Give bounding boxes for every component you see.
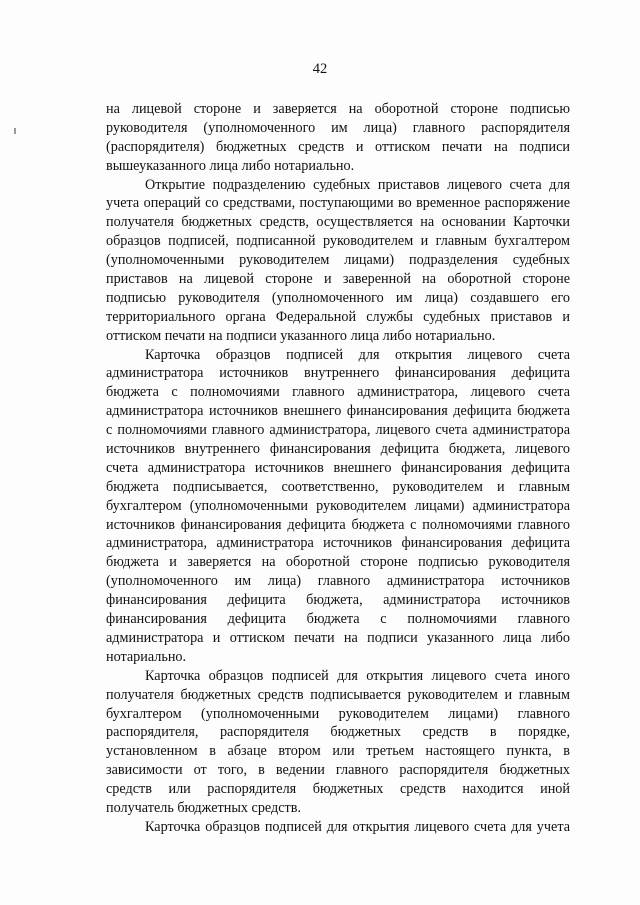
- text-line: Карточка образцов подписей для открытия лицевого счета иного: [145, 667, 570, 684]
- text-line: Карточка образцов подписей для открытия лицевого счета: [145, 346, 570, 363]
- paragraph: [106, 346, 570, 667]
- text-line: учета операций со средствами, поступающими во временное распоряжение: [106, 195, 570, 212]
- text-line: приставов на лицевой стороне и заверенной на оборотной стороне: [106, 271, 570, 288]
- text-line: получатель бюджетных средств.: [106, 799, 301, 816]
- text-line: зависимости от того, в ведении главного распорядителя бюджетных: [106, 762, 570, 779]
- scan-mark: [14, 128, 16, 134]
- text-line: администратора, администратора источников финансирования дефицита: [106, 535, 570, 552]
- text-line: руководителя (уполномоченного им лица) главного распорядителя: [106, 119, 570, 136]
- text-line: администратора источников внешнего финансирования дефицита бюджета: [106, 403, 570, 420]
- paragraph: [106, 667, 570, 818]
- text-line: Открытие подразделению судебных приставов лицевого счета для: [145, 176, 570, 193]
- paragraph: [106, 176, 570, 346]
- text-line: вышеуказанного лица либо нотариально.: [106, 157, 355, 174]
- text-line: на лицевой стороне и заверяется на оборотной стороне подписью: [106, 101, 570, 117]
- text-line: финансирования дефицита бюджета, администратора источников: [106, 592, 570, 609]
- text-line: бухгалтером (уполномоченными руководителем лицами) главного: [106, 705, 570, 722]
- body-text: [106, 100, 570, 837]
- text-line: администратора источников внутреннего финансирования дефицита: [106, 365, 570, 382]
- text-line: бюджета подписывается, соответственно, руководителем и главным: [106, 478, 570, 495]
- text-line: образцов подписей, подписанной руководителем и главным бухгалтером: [106, 233, 570, 250]
- text-line: бюджета с полномочиями главного администратора, лицевого счета: [106, 384, 570, 401]
- text-line: источников финансирования дефицита бюджета с полномочиями главного: [106, 516, 570, 533]
- text-line: оттиском печати на подписи указанного лица либо нотариально.: [106, 327, 496, 344]
- text-line: (распорядителя) бюджетных средств и оттиском печати на подписи: [106, 138, 570, 155]
- paragraph: [106, 818, 570, 837]
- paragraph: [106, 100, 570, 176]
- text-line: Карточка образцов подписей для открытия лицевого счета для учета: [145, 818, 570, 835]
- text-line: финансирования дефицита бюджета с полномочиями главного: [106, 611, 570, 628]
- text-line: установленном в абзаце втором или третьем настоящего пункта, в: [106, 743, 570, 760]
- text-line: бухгалтером (уполномоченными руководителем лицами) администратора: [106, 497, 570, 514]
- text-line: получателя бюджетных средств, осуществляется на основании Карточки: [106, 214, 570, 231]
- text-line: подписью руководителя (уполномоченного им лица) создавшего его: [106, 289, 570, 306]
- text-line: распорядителя, распорядителя бюджетных средств в порядке,: [106, 724, 570, 741]
- text-line: источников внутреннего финансирования дефицита бюджета, лицевого: [106, 441, 570, 458]
- text-line: администратора и оттиском печати на подписи указанного лица либо: [106, 629, 570, 646]
- text-line: с полномочиями главного администратора, лицевого счета администратора: [106, 422, 570, 439]
- text-line: получателя бюджетных средств подписывается руководителем и главным: [106, 686, 570, 703]
- text-line: средств или распорядителя бюджетных средств находится иной: [106, 781, 570, 798]
- text-line: нотариально.: [106, 648, 187, 665]
- page-number: 42: [312, 61, 328, 77]
- text-line: (уполномоченного им лица) главного администратора источников: [106, 573, 570, 590]
- text-line: счета администратора источников внешнего финансирования дефицита: [106, 459, 570, 476]
- text-line: территориального органа Федеральной службы судебных приставов и: [106, 308, 570, 325]
- text-line: бюджета и заверяется на оборотной стороне подписью руководителя: [106, 554, 570, 571]
- text-line: (уполномоченными руководителем лицами) подразделения судебных: [106, 252, 570, 269]
